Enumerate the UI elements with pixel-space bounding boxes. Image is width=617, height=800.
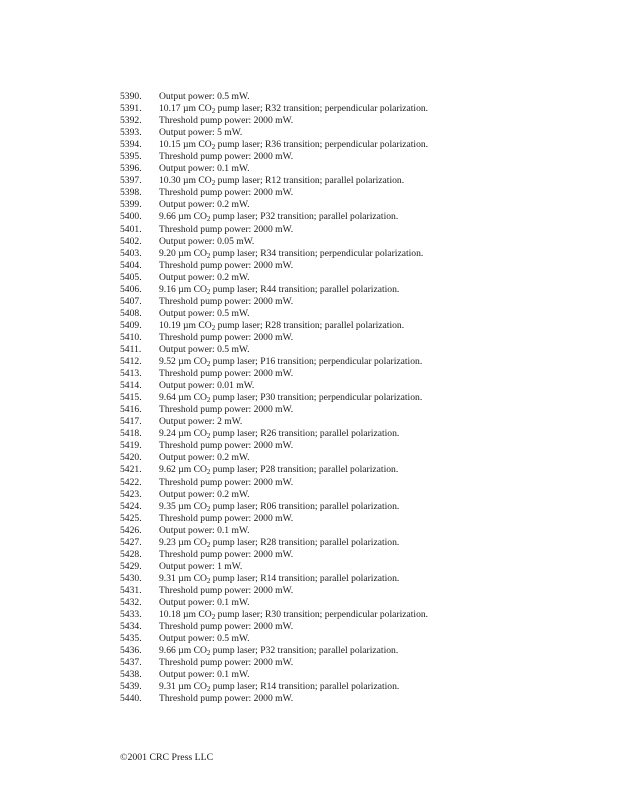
note-text: Output power: 0.5 mW.	[159, 343, 250, 355]
note-number: 5392.	[120, 115, 142, 127]
notes-list	[120, 91, 590, 705]
note-text-post: pump laser; R26 transition; parallel polarization.	[210, 428, 400, 440]
note-text: Output power: 0.5 mW.	[159, 633, 250, 645]
note-text-post: pump laser; P32 transition; parallel polarization.	[210, 645, 399, 657]
note-number: 5421.	[120, 464, 142, 476]
note-text	[159, 681, 590, 693]
note-row	[120, 248, 590, 260]
note-row	[120, 344, 590, 356]
note-row	[120, 657, 590, 669]
note-text: Output power: 0.05 mW.	[159, 235, 255, 247]
note-row	[120, 645, 590, 657]
note-text	[159, 248, 590, 260]
note-text-post: pump laser; R06 transition; parallel polarization.	[210, 500, 400, 512]
note-text-pre: 10.19 µm CO	[159, 319, 212, 331]
note-row	[120, 609, 590, 621]
note-text-post: pump laser; R12 transition; parallel polarization.	[215, 175, 405, 187]
note-number: 5439.	[120, 681, 142, 693]
note-number: 5417.	[120, 416, 142, 428]
note-row	[120, 597, 590, 609]
note-text-subscript: 2	[211, 323, 216, 332]
note-number: 5419.	[120, 440, 142, 452]
note-number: 5440.	[120, 693, 142, 705]
note-text-post: pump laser; R36 transition; perpendicular polarization.	[215, 139, 429, 151]
note-number: 5431.	[120, 584, 142, 596]
note-row	[120, 513, 590, 525]
note-row	[120, 127, 590, 139]
note-text: Threshold pump power: 2000 mW.	[159, 548, 294, 560]
note-text-subscript: 2	[206, 685, 211, 694]
note-text-pre: 10.18 µm CO	[159, 609, 212, 621]
note-row	[120, 284, 590, 296]
note-text-post: pump laser; P30 transition; perpendicular polarization.	[210, 392, 423, 404]
note-number: 5426.	[120, 524, 142, 536]
note-row	[120, 151, 590, 163]
note-text-pre: 10.30 µm CO	[159, 175, 212, 187]
note-text	[159, 103, 590, 115]
note-text: Output power: 0.01 mW.	[159, 380, 255, 392]
note-text	[159, 501, 590, 513]
note-row	[120, 693, 590, 705]
note-number: 5398.	[120, 187, 142, 199]
note-number: 5427.	[120, 536, 142, 548]
note-text-pre: 9.35 µm CO	[159, 500, 207, 512]
note-number: 5434.	[120, 621, 142, 633]
note-number: 5424.	[120, 500, 142, 512]
note-text-pre: 9.66 µm CO	[159, 645, 207, 657]
note-row	[120, 416, 590, 428]
note-text-pre: 9.62 µm CO	[159, 464, 207, 476]
note-row	[120, 525, 590, 537]
note-text-subscript: 2	[206, 468, 211, 477]
note-text-pre: 9.31 µm CO	[159, 681, 207, 693]
note-text-post: pump laser; R28 transition; parallel polarization.	[210, 536, 400, 548]
note-text	[159, 175, 590, 187]
note-row	[120, 356, 590, 368]
note-number: 5425.	[120, 512, 142, 524]
note-number: 5394.	[120, 139, 142, 151]
note-text-pre: 9.52 µm CO	[159, 356, 207, 368]
note-number: 5399.	[120, 199, 142, 211]
note-number: 5401.	[120, 223, 142, 235]
note-number: 5436.	[120, 645, 142, 657]
note-row	[120, 380, 590, 392]
note-row	[120, 621, 590, 633]
note-number: 5414.	[120, 380, 142, 392]
copyright-footer: ©2001 CRC Press LLC	[120, 752, 214, 763]
note-row	[120, 139, 590, 151]
note-text: Output power: 0.2 mW.	[159, 452, 250, 464]
note-text-pre: 9.66 µm CO	[159, 211, 207, 223]
note-row	[120, 585, 590, 597]
note-row	[120, 175, 590, 187]
note-text-subscript: 2	[206, 540, 211, 549]
note-row	[120, 187, 590, 199]
note-text: Threshold pump power: 2000 mW.	[159, 693, 294, 705]
note-text: Threshold pump power: 2000 mW.	[159, 259, 294, 271]
note-row	[120, 296, 590, 308]
note-number: 5413.	[120, 368, 142, 380]
note-number: 5418.	[120, 428, 142, 440]
note-number: 5430.	[120, 572, 142, 584]
note-number: 5397.	[120, 175, 142, 187]
note-text-subscript: 2	[206, 287, 211, 296]
note-row	[120, 633, 590, 645]
note-text-pre: 9.20 µm CO	[159, 247, 207, 259]
note-number: 5406.	[120, 283, 142, 295]
note-number: 5423.	[120, 488, 142, 500]
note-text-pre: 9.24 µm CO	[159, 428, 207, 440]
note-text-post: pump laser; R34 transition; perpendicular polarization.	[210, 247, 424, 259]
note-text-subscript: 2	[211, 179, 216, 188]
note-text: Threshold pump power: 2000 mW.	[159, 187, 294, 199]
note-text-subscript: 2	[211, 107, 216, 116]
note-text: Output power: 2 mW.	[159, 416, 243, 428]
note-row	[120, 103, 590, 115]
note-text: Output power: 0.5 mW.	[159, 307, 250, 319]
note-text: Threshold pump power: 2000 mW.	[159, 621, 294, 633]
note-text-post: pump laser; R14 transition; parallel polarization.	[210, 681, 400, 693]
note-text-subscript: 2	[211, 143, 216, 152]
note-row	[120, 573, 590, 585]
note-number: 5412.	[120, 356, 142, 368]
note-text: Threshold pump power: 2000 mW.	[159, 440, 294, 452]
note-text-subscript: 2	[206, 649, 211, 658]
note-text	[159, 609, 590, 621]
note-row	[120, 477, 590, 489]
note-text-post: pump laser; R14 transition; parallel polarization.	[210, 572, 400, 584]
note-text-pre: 10.15 µm CO	[159, 139, 212, 151]
note-text	[159, 428, 590, 440]
note-text: Threshold pump power: 2000 mW.	[159, 115, 294, 127]
note-text: Threshold pump power: 2000 mW.	[159, 223, 294, 235]
note-text	[159, 139, 590, 151]
note-row	[120, 224, 590, 236]
note-text-post: pump laser; P28 transition; parallel polarization.	[210, 464, 399, 476]
note-text-pre: 9.64 µm CO	[159, 392, 207, 404]
note-row	[120, 163, 590, 175]
note-text-post: pump laser; R32 transition; perpendicular polarization.	[215, 103, 429, 115]
note-row	[120, 501, 590, 513]
note-text	[159, 464, 590, 476]
note-text-post: pump laser; R44 transition; parallel polarization.	[210, 283, 400, 295]
note-text-subscript: 2	[211, 613, 216, 622]
note-number: 5429.	[120, 560, 142, 572]
note-row	[120, 452, 590, 464]
note-text: Threshold pump power: 2000 mW.	[159, 368, 294, 380]
note-text-subscript: 2	[206, 215, 211, 224]
note-row	[120, 91, 590, 103]
note-number: 5416.	[120, 404, 142, 416]
note-number: 5438.	[120, 669, 142, 681]
note-row	[120, 428, 590, 440]
note-text-pre: 9.16 µm CO	[159, 283, 207, 295]
note-text-post: pump laser; R28 transition; parallel polarization.	[215, 319, 405, 331]
note-text	[159, 645, 590, 657]
note-text-subscript: 2	[206, 251, 211, 260]
note-row	[120, 308, 590, 320]
note-text: Output power: 0.1 mW.	[159, 669, 250, 681]
note-row	[120, 115, 590, 127]
note-text	[159, 320, 590, 332]
note-number: 5432.	[120, 596, 142, 608]
note-row	[120, 561, 590, 573]
note-number: 5407.	[120, 295, 142, 307]
note-row	[120, 669, 590, 681]
note-text-subscript: 2	[206, 360, 211, 369]
note-row	[120, 320, 590, 332]
note-number: 5390.	[120, 91, 142, 102]
note-row	[120, 368, 590, 380]
note-text-subscript: 2	[206, 396, 211, 405]
note-number: 5395.	[120, 151, 142, 163]
note-text: Threshold pump power: 2000 mW.	[159, 295, 294, 307]
note-row	[120, 236, 590, 248]
note-row	[120, 211, 590, 223]
note-text-pre: 9.31 µm CO	[159, 572, 207, 584]
note-number: 5415.	[120, 392, 142, 404]
note-text	[159, 392, 590, 404]
note-text: Threshold pump power: 2000 mW.	[159, 512, 294, 524]
note-number: 5435.	[120, 633, 142, 645]
note-text-post: pump laser; R30 transition; perpendicular polarization.	[215, 609, 429, 621]
note-row	[120, 549, 590, 561]
note-number: 5402.	[120, 235, 142, 247]
note-number: 5428.	[120, 548, 142, 560]
note-row	[120, 332, 590, 344]
note-text: Threshold pump power: 2000 mW.	[159, 331, 294, 343]
note-text: Threshold pump power: 2000 mW.	[159, 657, 294, 669]
note-row	[120, 489, 590, 501]
note-row	[120, 404, 590, 416]
note-number: 5393.	[120, 127, 142, 139]
note-number: 5433.	[120, 609, 142, 621]
note-text: Output power: 5 mW.	[159, 127, 243, 139]
note-number: 5403.	[120, 247, 142, 259]
note-text	[159, 284, 590, 296]
note-text-subscript: 2	[206, 504, 211, 513]
note-text: Output power: 0.2 mW.	[159, 199, 250, 211]
note-text-subscript: 2	[206, 432, 211, 441]
note-text: Output power: 0.2 mW.	[159, 271, 250, 283]
note-number: 5400.	[120, 211, 142, 223]
note-number: 5391.	[120, 103, 142, 115]
note-row	[120, 272, 590, 284]
note-text: Threshold pump power: 2000 mW.	[159, 404, 294, 416]
note-text: Output power: 0.1 mW.	[159, 596, 250, 608]
note-number: 5408.	[120, 307, 142, 319]
note-row	[120, 537, 590, 549]
note-text: Output power: 0.5 mW.	[159, 91, 250, 102]
note-number: 5410.	[120, 331, 142, 343]
note-number: 5404.	[120, 259, 142, 271]
note-number: 5411.	[120, 343, 142, 355]
note-row	[120, 681, 590, 693]
note-text: Output power: 0.1 mW.	[159, 524, 250, 536]
note-text-pre: 10.17 µm CO	[159, 103, 212, 115]
note-text-post: pump laser; P32 transition; parallel polarization.	[210, 211, 399, 223]
note-row	[120, 464, 590, 476]
note-text	[159, 573, 590, 585]
note-number: 5420.	[120, 452, 142, 464]
note-number: 5437.	[120, 657, 142, 669]
note-text: Threshold pump power: 2000 mW.	[159, 151, 294, 163]
note-number: 5409.	[120, 319, 142, 331]
note-text: Output power: 1 mW.	[159, 560, 243, 572]
note-text: Output power: 0.1 mW.	[159, 163, 250, 175]
note-text-pre: 9.23 µm CO	[159, 536, 207, 548]
note-number: 5422.	[120, 476, 142, 488]
note-number: 5396.	[120, 163, 142, 175]
note-row	[120, 199, 590, 211]
note-row	[120, 440, 590, 452]
note-text-post: pump laser; P16 transition; perpendicular polarization.	[210, 356, 423, 368]
note-text-subscript: 2	[206, 576, 211, 585]
note-row	[120, 392, 590, 404]
note-text: Threshold pump power: 2000 mW.	[159, 476, 294, 488]
note-text	[159, 537, 590, 549]
note-number: 5405.	[120, 271, 142, 283]
note-text: Threshold pump power: 2000 mW.	[159, 584, 294, 596]
note-text	[159, 356, 590, 368]
note-row	[120, 260, 590, 272]
note-text: Output power: 0.2 mW.	[159, 488, 250, 500]
note-text	[159, 211, 590, 223]
